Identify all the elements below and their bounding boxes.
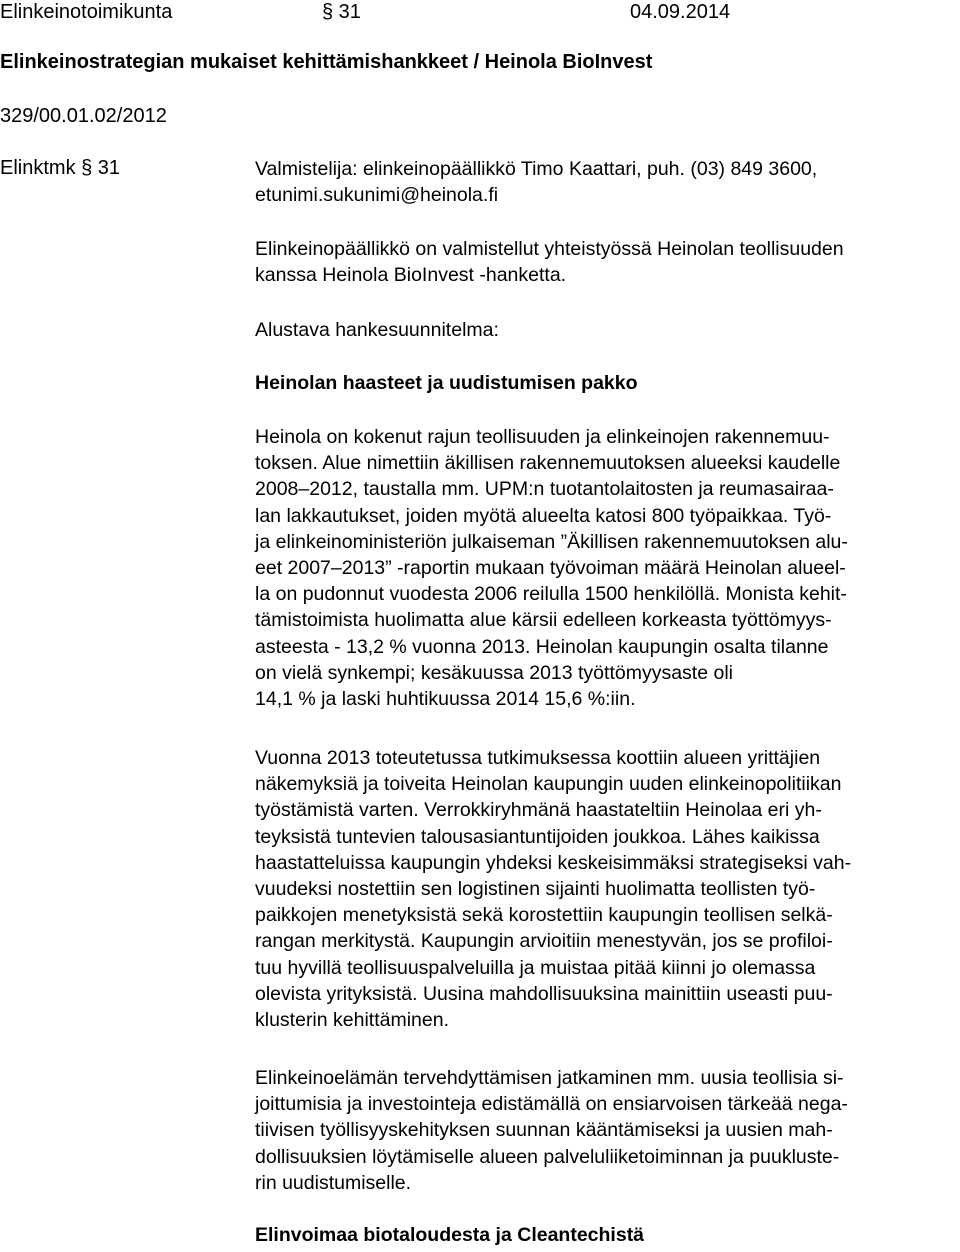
paragraph-line: joittumisia ja investointeja edistämällä on ensiarvoisen tärkeää nega- xyxy=(255,1093,848,1116)
section-heading: Heinolan haasteet ja uudistumisen pakko xyxy=(255,372,638,394)
section-heading: Elinvoimaa biotaloudesta ja Cleantechistä xyxy=(255,1224,645,1246)
paragraph-line: työstämistä varten. Verrokkiryhmänä haastateltiin Heinolaa eri yh- xyxy=(255,799,822,822)
record-number: 329/00.01.02/2012 xyxy=(0,105,167,127)
paragraph-line: tiivisen työllisyyskehityksen suunnan kääntämiseksi ja uusien mah- xyxy=(255,1119,833,1142)
paragraph-challenges xyxy=(255,424,955,712)
intro-line: Elinkeinopäällikkö on valmistellut yhteistyössä Heinolan teollisuuden xyxy=(255,238,844,260)
paragraph-line: Elinkeinoelämän tervehdyttämisen jatkaminen mm. uusia teollisia si- xyxy=(255,1067,844,1089)
paragraph-line: dollisuuksien löytämiselle alueen palveluliiketoiminnan ja puukluste- xyxy=(255,1145,840,1168)
header-section-number: § 31 xyxy=(322,1,361,23)
paragraph-line: on vielä synkempi; kesäkuussa 2013 työttömyysaste oli xyxy=(255,661,733,684)
paragraph-line: paikkojen menetyksistä sekä korostettiin kaupungin teollisen selkä- xyxy=(255,904,833,927)
paragraph-survey xyxy=(255,745,955,1033)
paragraph-line: la on pudonnut vuodesta 2006 reilulla 1500 henkilöllä. Monista kehit- xyxy=(255,583,847,606)
paragraph-line: rangan merkitystä. Kaupungin arvioitiin menestyvän, jos se profiloi- xyxy=(255,930,833,953)
section-label: Elinktmk § 31 xyxy=(0,157,121,179)
intro-paragraph xyxy=(255,236,955,288)
paragraph-line: haastatteluissa kaupungin yhdeksi keskeisimmäksi strategiseksi vah- xyxy=(255,851,852,874)
preparer-line: Valmistelija: elinkeinopäällikkö Timo Kaattari, puh. (03) 849 3600, xyxy=(255,158,818,180)
header-committee-name: Elinkeinotoimikunta xyxy=(0,1,173,23)
paragraph-line: ja elinkeinoministeriön julkaiseman ”Äkillisen rakennemuutoksen alu- xyxy=(255,530,848,553)
paragraph-line: näkemyksiä ja toiveita Heinolan kaupungin uuden elinkeinopolitiikan xyxy=(255,773,842,796)
paragraph-line: olevista yrityksistä. Uusina mahdollisuuksina mainittiin useasti puu- xyxy=(255,982,833,1005)
plan-label: Alustava hankesuunnitelma: xyxy=(255,319,499,341)
paragraph-line: rin uudistumiselle. xyxy=(255,1171,412,1194)
paragraph-line: klusterin kehittäminen. xyxy=(255,1009,450,1032)
paragraph-line: lan lakkautukset, joiden myötä alueelta katosi 800 työpaikkaa. Työ- xyxy=(255,504,832,527)
paragraph-line: eet 2007–2013” -raportin mukaan työvoiman määrä Heinolan alueel- xyxy=(255,557,846,580)
paragraph-line: tämistoimista huolimatta alue kärsii edelleen korkeasta työttömyys- xyxy=(255,609,832,632)
preparer-line: etunimi.sukunimi@heinola.fi xyxy=(255,184,499,207)
header-date: 04.09.2014 xyxy=(630,1,731,23)
document-title: Elinkeinostrategian mukaiset kehittämishankkeet / Heinola BioInvest xyxy=(0,51,653,73)
paragraph-line: toksen. Alue nimettiin äkillisen rakennemuutoksen alueeksi kaudelle xyxy=(255,452,841,475)
paragraph-line: Vuonna 2013 toteutetussa tutkimuksessa koottiin alueen yrittäjien xyxy=(255,747,821,769)
paragraph-line: vuudeksi nostettiin sen logistinen sijainti huolimatta teollisten työ- xyxy=(255,878,816,901)
paragraph-line: teyksistä tuntevien talousasiantuntijoiden joukkoa. Lähes kaikissa xyxy=(255,825,820,848)
paragraph-line: 14,1 % ja laski huhtikuussa 2014 15,6 %:iin. xyxy=(255,688,636,711)
preparer-info xyxy=(255,156,955,208)
intro-line: kanssa Heinola BioInvest -hanketta. xyxy=(255,264,567,287)
paragraph-line: 2008–2012, taustalla mm. UPM:n tuotantolaitosten ja reumasairaa- xyxy=(255,478,834,501)
paragraph-line: tuu hyvillä teollisuuspalveluilla ja muistaa pitää kiinni jo olemassa xyxy=(255,956,816,979)
paragraph-line: Heinola on kokenut rajun teollisuuden ja elinkeinojen rakennemuu- xyxy=(255,426,830,448)
paragraph-renewal xyxy=(255,1065,955,1196)
paragraph-line: asteesta - 13,2 % vuonna 2013. Heinolan kaupungin osalta tilanne xyxy=(255,635,829,658)
